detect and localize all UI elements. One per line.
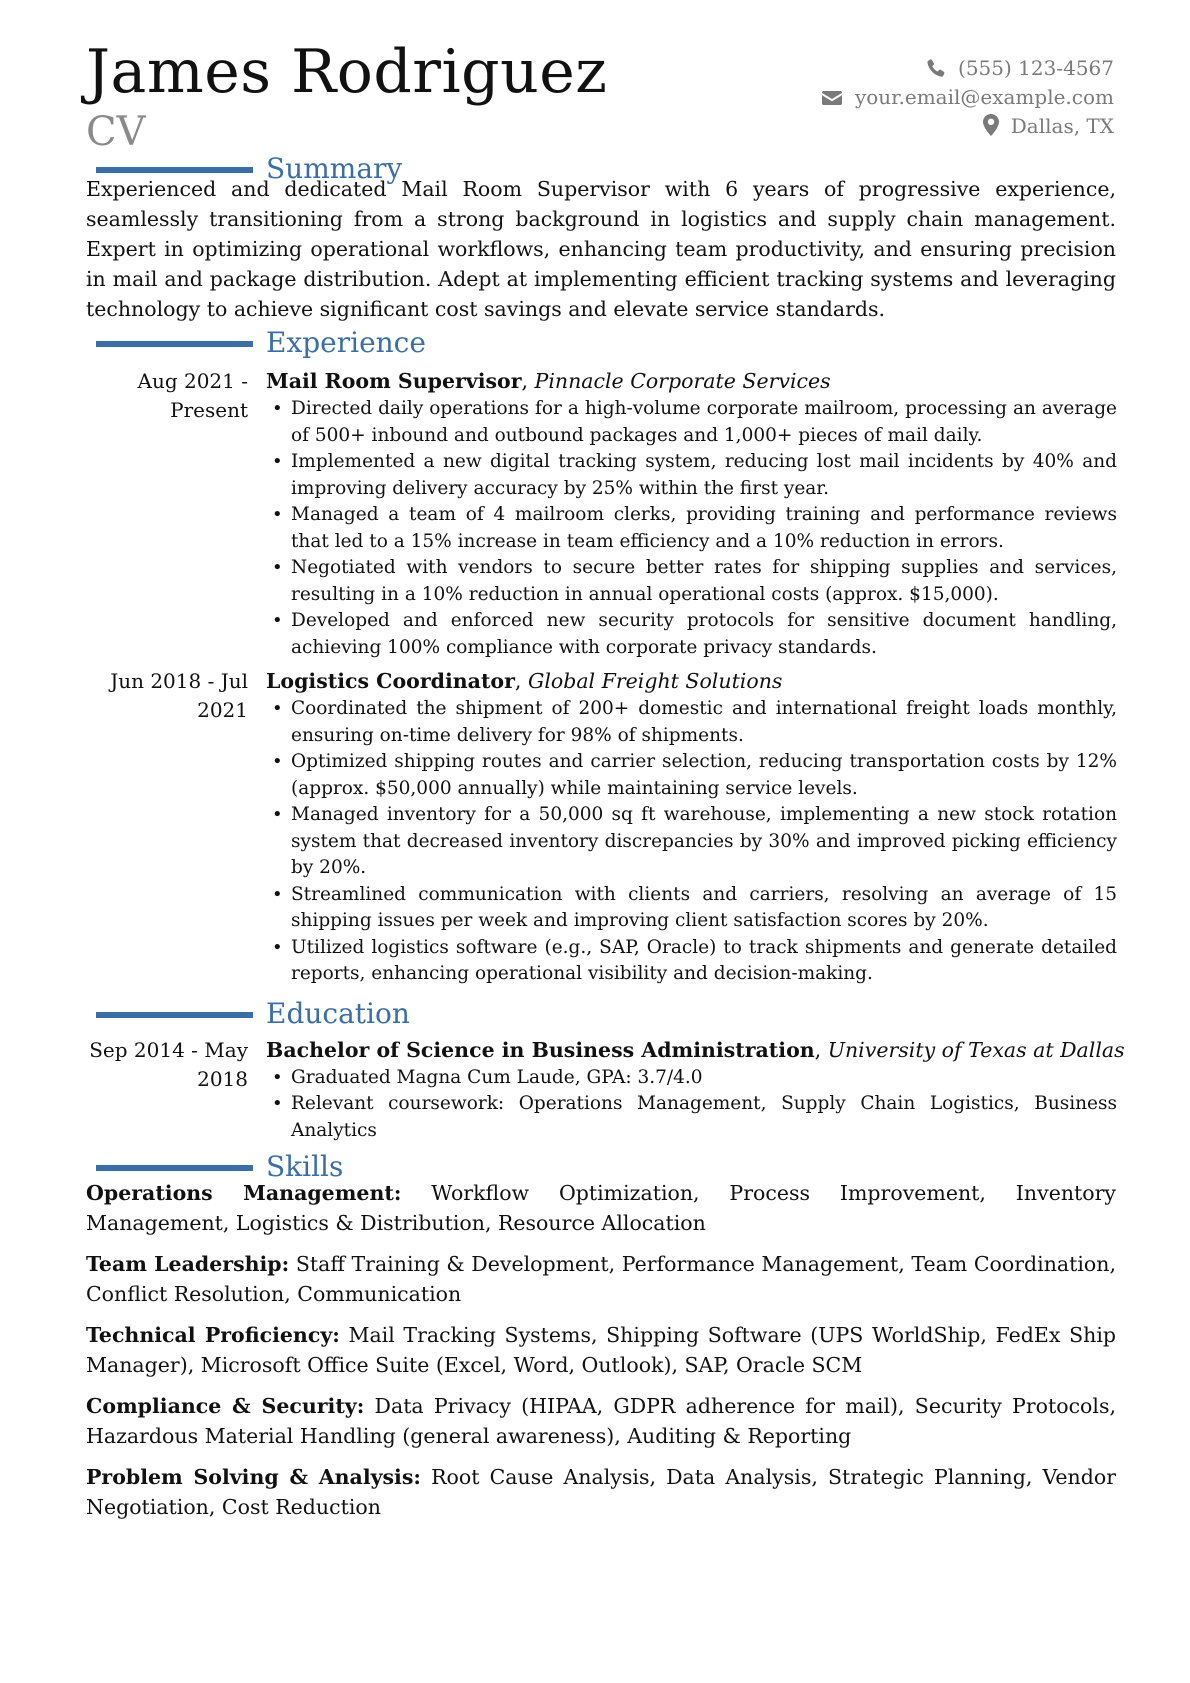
list-item: • Graduated Magna Cum Laude, GPA: 3.7/4.0	[266, 1065, 1117, 1092]
document-subtitle: CV	[86, 109, 146, 155]
degree-title: Bachelor of Science in Business Administration	[266, 1037, 815, 1062]
list-item: • Utilized logistics software (e.g., SAP, Oracle) to track shipments and generate detailed reports, enhancing operational visibility and decision-making.	[266, 935, 1117, 988]
list-item: • Managed a team of 4 mailroom clerks, providing training and performance reviews that led to a 15% increase in team efficiency and a 10% reduction in errors.	[266, 502, 1117, 555]
entry-date: Sep 2014 - May 2018	[89, 1037, 248, 1091]
skill-values: Staff Training & Development, Performance Management, Team Coordination, Conflict Resolution, Communication	[86, 1252, 1116, 1306]
section-title-skills: Skills	[266, 1150, 344, 1183]
phone-text: (555) 123-4567	[958, 56, 1114, 80]
employer: Pinnacle Corporate Services	[534, 369, 831, 393]
email-link[interactable]: your.email@example.com	[854, 85, 1114, 109]
contact-location	[674, 112, 1114, 141]
section-accent-bar	[96, 341, 253, 347]
entry-heading: Bachelor of Science in Business Administration, University of Texas at Dallas	[266, 1037, 1125, 1062]
section-header-skills	[0, 1150, 1190, 1184]
entry-body	[266, 667, 1116, 988]
education-entry	[0, 1036, 1190, 1145]
skill-values: Mail Tracking Systems, Shipping Software (UPS WorldShip, FedEx Ship Manager), Microsoft Office Suite (Excel, Word, Outlook), SAP, Oracle SCM	[86, 1323, 1116, 1377]
employer: Global Freight Solutions	[527, 669, 783, 693]
entry-heading: Mail Room Supervisor, Pinnacle Corporate Services	[266, 369, 831, 393]
map-marker-icon	[983, 114, 999, 136]
skill-row	[86, 1320, 1116, 1380]
cv-content	[0, 152, 1190, 1533]
section-title-education: Education	[266, 996, 410, 1030]
skill-row	[86, 1249, 1116, 1309]
location-text: Dallas, TX	[1010, 114, 1114, 138]
experience-entry	[0, 667, 1190, 988]
envelope-icon	[821, 89, 843, 107]
experience-entry	[0, 367, 1190, 661]
skill-row	[86, 1391, 1116, 1451]
skill-category: Compliance & Security:	[86, 1394, 365, 1418]
section-accent-bar	[96, 167, 253, 173]
list-item: • Implemented a new digital tracking system, reducing lost mail incidents by 40% and improving delivery accuracy by 25% within the first year.	[266, 449, 1117, 502]
job-title: Mail Room Supervisor	[266, 369, 522, 393]
list-item: • Streamlined communication with clients and carriers, resolving an average of 15 shipping issues per week and improving client satisfaction scores by 20%.	[266, 882, 1117, 935]
skill-values: Data Privacy (HIPAA, GDPR adherence for mail), Security Protocols, Hazardous Material Handling (general awareness), Auditing & Reporting	[86, 1394, 1116, 1448]
entry-body	[266, 1036, 1125, 1145]
list-item: • Developed and enforced new security protocols for sensitive document handling, achieving 100% compliance with corporate privacy standards.	[266, 608, 1117, 661]
contact-phone	[674, 54, 1114, 83]
bullet-list	[266, 1065, 1116, 1145]
section-header-summary	[0, 152, 1190, 186]
institution: University of Texas at Dallas	[827, 1037, 1125, 1062]
section-accent-bar	[96, 1012, 253, 1018]
contact-email	[674, 83, 1114, 112]
entry-body	[266, 367, 1116, 661]
section-title-experience: Experience	[266, 326, 426, 359]
section-title-summary: Summary	[266, 152, 403, 185]
bullet-list	[266, 396, 1116, 661]
list-item: • Negotiated with vendors to secure better rates for shipping supplies and services, resulting in a 10% reduction in annual operational costs (approx. $15,000).	[266, 555, 1117, 608]
list-item: • Relevant coursework: Operations Management, Supply Chain Logistics, Business Analytics	[266, 1091, 1117, 1144]
section-header-experience	[0, 326, 1190, 360]
skill-values: Root Cause Analysis, Data Analysis, Strategic Planning, Vendor Negotiation, Cost Reduction	[86, 1465, 1116, 1519]
list-item: • Optimized shipping routes and carrier selection, reducing transportation costs by 12% (approx. $50,000 annually) while maintaining service levels.	[266, 749, 1117, 802]
bullet-list	[266, 696, 1116, 988]
skill-category: Technical Proficiency:	[86, 1323, 340, 1347]
entry-heading: Logistics Coordinator, Global Freight Solutions	[266, 669, 783, 693]
list-item: • Coordinated the shipment of 200+ domestic and international freight loads monthly, ensuring on-time delivery for 98% of shipments.	[266, 696, 1117, 749]
entry-date: Aug 2021 - Present	[137, 369, 248, 422]
list-item: • Directed daily operations for a high-volume corporate mailroom, processing an average of 500+ inbound and outbound packages and 1,000+ pieces of mail daily.	[266, 396, 1117, 449]
phone-icon	[926, 58, 946, 78]
section-header-education	[0, 997, 1190, 1031]
skills-list	[0, 1178, 1190, 1522]
summary-text: Experienced and dedicated Mail Room Supervisor with 6 years of progressive experience, seamlessly transitioning from a strong background in logistics and supply chain management. Expert in optimizing operational workflows, enhancing team productivity, and ensuring precision in mail and package distribution. Adept at implementing efficient tracking systems and leveraging technology to achieve significant cost savings and elevate service standards.	[86, 177, 1116, 321]
skill-category: Operations Management:	[86, 1181, 402, 1205]
job-title: Logistics Coordinator	[266, 669, 515, 693]
skill-row	[86, 1178, 1116, 1238]
list-item: • Managed inventory for a 50,000 sq ft warehouse, implementing a new stock rotation system that decreased inventory discrepancies by 30% and improved picking efficiency by 20%.	[266, 802, 1117, 882]
entry-date: Jun 2018 - Jul 2021	[110, 669, 248, 722]
contact-block	[674, 54, 1114, 141]
skill-category: Team Leadership:	[86, 1252, 290, 1276]
skill-row	[86, 1462, 1116, 1522]
skill-values: Workflow Optimization, Process Improvement, Inventory Management, Logistics & Distribution, Resource Allocation	[86, 1181, 1116, 1235]
section-accent-bar	[96, 1165, 253, 1171]
skill-category: Problem Solving & Analysis:	[86, 1465, 421, 1489]
candidate-name: James Rodriguez	[86, 37, 608, 107]
